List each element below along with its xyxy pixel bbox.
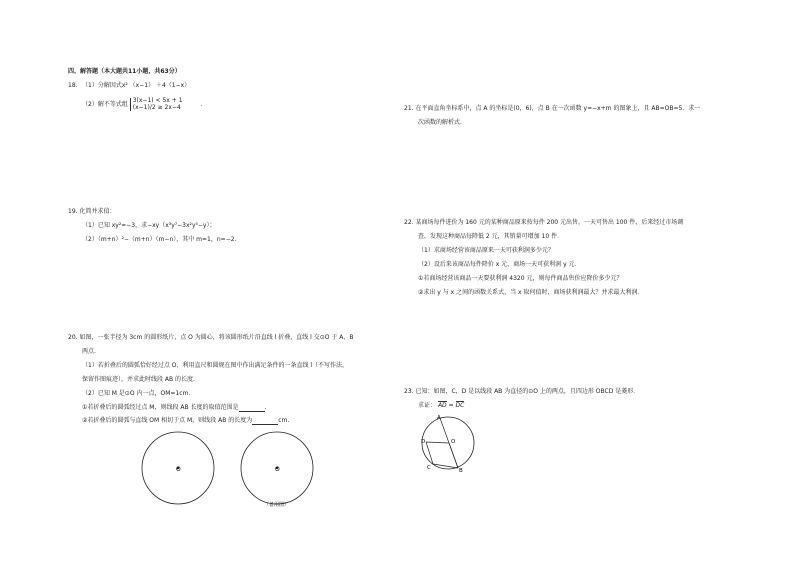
q22-line6: ②求出 y 与 x 之间的函数关系式，当 x 取何值时，商场获利润最大？并求最大利润． <box>418 289 644 296</box>
q23-line1: 23. 已知：如图，C，D 是以线段 AB 为直径的⊙O 上的两点，且四边形 OBCD 是菱形． <box>404 388 640 395</box>
q19-part1: （1）已知 xy²=−3，求−xy（x³y⁷−3x²y⁵−y）； <box>82 222 216 229</box>
arc-ad: AD <box>437 402 447 409</box>
answer-blank-2 <box>252 418 278 425</box>
q23-figure <box>418 412 478 474</box>
inequality-2: (x−1)/2 ≥ 2x−4 <box>132 103 181 111</box>
q22-line1: 22. 某商场每件进价为 160 元的某种商品原来按每件 200 元出售，一天可售出 100 件，后来经过市场调 <box>404 219 684 226</box>
q22-line3: （1）求商场经营该商品原来一天可获利润多少元？ <box>418 247 554 254</box>
answer-blank-1 <box>239 405 265 412</box>
q20-line3: （1）若折叠后的圆弧恰好经过点 O，利用直尺和圆规在图中作出满足条件的一条直线 l（不写作法， <box>82 362 349 369</box>
q22-line2: 查，发现这种商品每降低 2 元，其销量可增加 10 件． <box>418 233 564 240</box>
arc-equals: = <box>448 402 454 409</box>
q22-line5: ①若商场经营该商品一天要获利润 4320 元，则每件商品售价应降价多少元？ <box>418 275 623 282</box>
label-a: A <box>437 415 441 421</box>
section-heading: 四、解答题（本大题共11小题，共63分） <box>68 68 181 75</box>
q21-line1: 21. 在平面直角坐标系中，点 A 的坐标是(0，6)，点 B 在一次函数 y=−x+m 的图象上，且 AB=OB=5．求一 <box>404 105 701 112</box>
q20-line6-end: . <box>264 404 267 411</box>
q20-line5: （2）已知 M 是⊙O 内一点，OM=1cm. <box>82 390 191 397</box>
center-label-1: O <box>176 466 181 473</box>
q20-line7-end: cm. <box>278 417 290 424</box>
q19-part2: （2）（m+n）²−（m+n）（m−n），其中 m=1，n=−2. <box>82 236 237 243</box>
label-o: O <box>451 439 456 445</box>
inequality-1: 3(x−1) < 5x + 1 <box>132 97 183 104</box>
q20-line2: 两点. <box>82 348 96 355</box>
q18-part2 <box>82 98 202 111</box>
q20-line6-text: ①若折叠后的圆弧经过点 M，则线段 AB 长度的取值范围是 <box>82 404 239 411</box>
q18-tail: . <box>200 101 203 109</box>
q20-figures <box>138 428 328 508</box>
label-d: D <box>421 439 426 445</box>
segment-ob <box>449 443 458 468</box>
q23-prove-label: 求证： <box>418 402 437 409</box>
q18-part1: （1）分解因式x² （x−1） ＋4（1−x） <box>82 82 191 89</box>
q18-number: 18. <box>68 82 78 89</box>
q20-line7-text: ②若折叠后的圆弧与直线 OM 相切于点 M，则线段 AB 的长度为 <box>82 417 253 424</box>
q19-heading: 19. 化简并求值： <box>68 208 116 215</box>
q20-line6 <box>82 404 266 412</box>
segment-do <box>426 442 449 443</box>
q22-line4: （2）设后来该商品每件降价 x 元，商场一天可获利润 y 元． <box>418 261 581 268</box>
center-label-2: O <box>275 466 280 473</box>
q20-line4: 保留作图痕迹），并求此时线段 AB 的长度. <box>82 376 195 383</box>
arc-dc: DC <box>455 402 465 409</box>
figure-caption: （备用图） <box>264 502 290 508</box>
q20-line1: 20. 如图，一张半径为 3cm 的圆形纸片，点 O 为圆心，将该圆形纸片沿直线 l 折叠，直线 l 交⊙O 于 A、B <box>68 334 354 341</box>
q18-part2-label: （2）解不等式组 <box>82 101 128 109</box>
label-c: C <box>427 465 431 471</box>
label-b: B <box>459 468 463 474</box>
inequality-system <box>130 98 183 111</box>
q21-line2: 次函数的解析式． <box>418 119 467 126</box>
q23-line2 <box>418 402 464 410</box>
q20-line7 <box>82 417 289 425</box>
